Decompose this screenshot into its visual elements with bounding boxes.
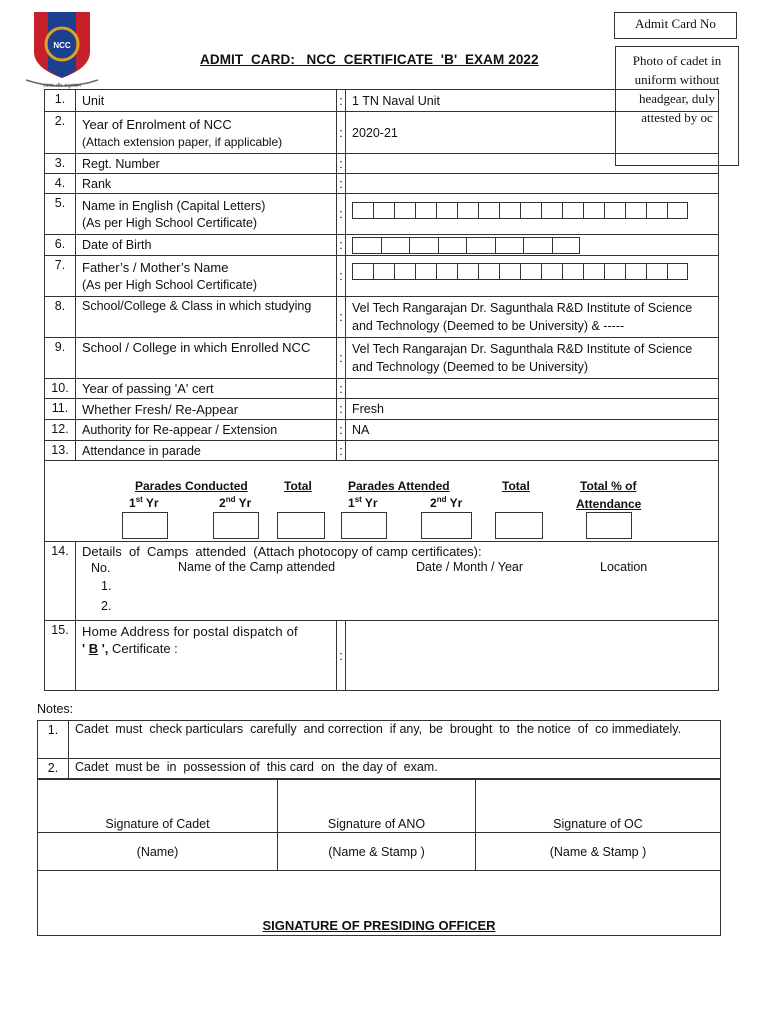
label-rank: Rank xyxy=(76,174,337,194)
page-title: ADMIT CARD: NCC CERTIFICATE 'B' EXAM 2022 xyxy=(200,52,539,67)
note-1: Cadet must check particulars carefully and correction if any, be brought to the notice of co immediately. xyxy=(69,721,721,759)
conducted-total-box[interactable] xyxy=(277,512,325,539)
parent-name-boxes[interactable] xyxy=(346,256,719,297)
oc-name-stamp: (Name & Stamp ) xyxy=(476,833,721,871)
camps-col-no: No. xyxy=(91,561,111,575)
label-name-english: Name in English (Capital Letters) (As per High School Certificate) xyxy=(76,194,337,235)
note-2: Cadet must be in possession of this card on the day of exam. xyxy=(69,759,721,779)
signature-table xyxy=(37,779,721,871)
total-heading-1: Total xyxy=(284,479,312,493)
label-home-address: Home Address for postal dispatch of ' B ', Certificate : xyxy=(76,621,337,691)
value-school-enrolled: Vel Tech Rangarajan Dr. Sagunthala R&D Institute of Science and Technology (Deemed to be University) xyxy=(346,338,719,379)
camps-col-date: Date / Month / Year xyxy=(416,560,524,574)
label-regt-number: Regt. Number xyxy=(76,154,337,174)
ncc-logo xyxy=(22,10,102,90)
name-letter-boxes[interactable] xyxy=(346,194,719,235)
yr1-conducted: 1st Yr xyxy=(129,495,159,510)
ano-name-stamp: (Name & Stamp ) xyxy=(278,833,476,871)
value-authority: NA xyxy=(346,420,719,441)
conducted-yr1-box[interactable] xyxy=(122,512,168,539)
value-unit: 1 TN Naval Unit xyxy=(346,90,719,112)
signature-oc: Signature of OC xyxy=(476,780,721,833)
label-school-class: School/College & Class in which studying xyxy=(76,297,337,338)
parades-conducted-heading: Parades Conducted xyxy=(135,479,248,493)
yr1-attended: 1st Yr xyxy=(348,495,378,510)
details-table: 1. Unit : 1 TN Naval Unit 2. Year of Enrolment of NCC (Attach extension paper, if applicable) : 2020-21 3. Regt. Number : 4. Rank : 5. Name in English (Capital Letters) (As per High School Certificate) : 6. Date of Birth : 7. Father’s / Mother’s Name (As per High School Certificate) : 8. School/College & Class in which studying : Vel Tech Rangarajan Dr. Sagunthala R&D Institute of Science and Technology (Deemed to be University) & ----- 9. School / College in which Enrolled NCC : Vel Tech Rangarajan Dr. Sagunthala R&D Institute of Science and Technology (Deemed to be University) 10. Year of passing 'A' cert : 11. Whether Fresh/ Re-Appear : Fresh 12. Authority for Re-appear / Extension : NA 13. Attendance in parade : Parades Conducted Total Parades Attended Total Total % of Attendance 1st Yr 2nd Yr 1st Yr 2nd Yr 14. Details of Camps attended (Attach photocopy of camp certificates): No. Name of the Camp attended Date / Month / Year Location 1. 2. 15. Home Address for postal dispatch of ' B ', Certificate : : xyxy=(44,89,719,691)
row-num: 2. xyxy=(45,112,76,154)
yr2-conducted: 2nd Yr xyxy=(219,495,252,510)
total-heading-2: Total xyxy=(502,479,530,493)
label-enrolment: Year of Enrolment of NCC (Attach extension paper, if applicable) xyxy=(76,112,337,154)
row-num: 1. xyxy=(45,90,76,112)
presiding-officer-box xyxy=(37,870,721,936)
label-school-enrolled: School / College in which Enrolled NCC xyxy=(76,338,337,379)
attendance-heading: Attendance xyxy=(576,497,642,511)
total-pct-heading: Total % of xyxy=(580,479,637,493)
value-home-address[interactable] xyxy=(346,621,719,691)
value-a-cert[interactable] xyxy=(346,379,719,399)
label-attendance: Attendance in parade xyxy=(76,441,337,461)
value-enrolment: 2020-21 xyxy=(346,112,719,154)
label-dob: Date of Birth xyxy=(76,235,337,256)
camps-col-name: Name of the Camp attended xyxy=(178,560,336,574)
value-fresh-reappear: Fresh xyxy=(346,399,719,420)
attended-yr2-box[interactable] xyxy=(421,512,472,539)
camps-item-1: 1. xyxy=(101,579,112,593)
conducted-yr2-box[interactable] xyxy=(213,512,259,539)
label-parent-name: Father’s / Mother’s Name (As per High School Certificate) xyxy=(76,256,337,297)
camps-col-location: Location xyxy=(600,560,648,574)
logo-text: NCC xyxy=(53,41,71,50)
value-school-class: Vel Tech Rangarajan Dr. Sagunthala R&D Institute of Science and Technology (Deemed to be University) & ----- xyxy=(346,297,719,338)
admit-card-no-box: Admit Card No xyxy=(614,12,737,39)
attended-total-box[interactable] xyxy=(495,512,543,539)
signature-cadet: Signature of Cadet xyxy=(38,780,278,833)
value-regt-number[interactable] xyxy=(346,154,719,174)
yr2-attended: 2nd Yr xyxy=(430,495,463,510)
presiding-officer-signature: SIGNATURE OF PRESIDING OFFICER xyxy=(262,918,496,933)
logo-motto: एकता और अनुशासन xyxy=(42,83,82,89)
notes-heading: Notes: xyxy=(37,702,74,716)
camps-item-2: 2. xyxy=(101,599,112,613)
label-a-cert: Year of passing 'A' cert xyxy=(76,379,337,399)
label-fresh-reappear: Whether Fresh/ Re-Appear xyxy=(76,399,337,420)
camps-section xyxy=(76,542,719,621)
attended-yr1-box[interactable] xyxy=(341,512,387,539)
cadet-name: (Name) xyxy=(38,833,278,871)
parades-attended-heading: Parades Attended xyxy=(348,479,450,493)
label-authority: Authority for Re-appear / Extension xyxy=(76,420,337,441)
photo-instruction: Photo of cadet in uniform without headgear, duly attested by oc xyxy=(632,53,722,125)
parades-section xyxy=(45,461,719,542)
value-rank[interactable] xyxy=(346,174,719,194)
notes-table: 1. Cadet must check particulars carefully and correction if any, be brought to the notice of co immediately. 2. Cadet must be in possession of this card on the day of exam. xyxy=(37,720,721,779)
attendance-pct-box[interactable] xyxy=(586,512,632,539)
label-unit: Unit xyxy=(76,90,337,112)
dob-boxes[interactable] xyxy=(346,235,719,256)
signature-ano: Signature of ANO xyxy=(278,780,476,833)
camps-title: Details of Camps attended (Attach photocopy of camp certificates): xyxy=(82,544,482,559)
